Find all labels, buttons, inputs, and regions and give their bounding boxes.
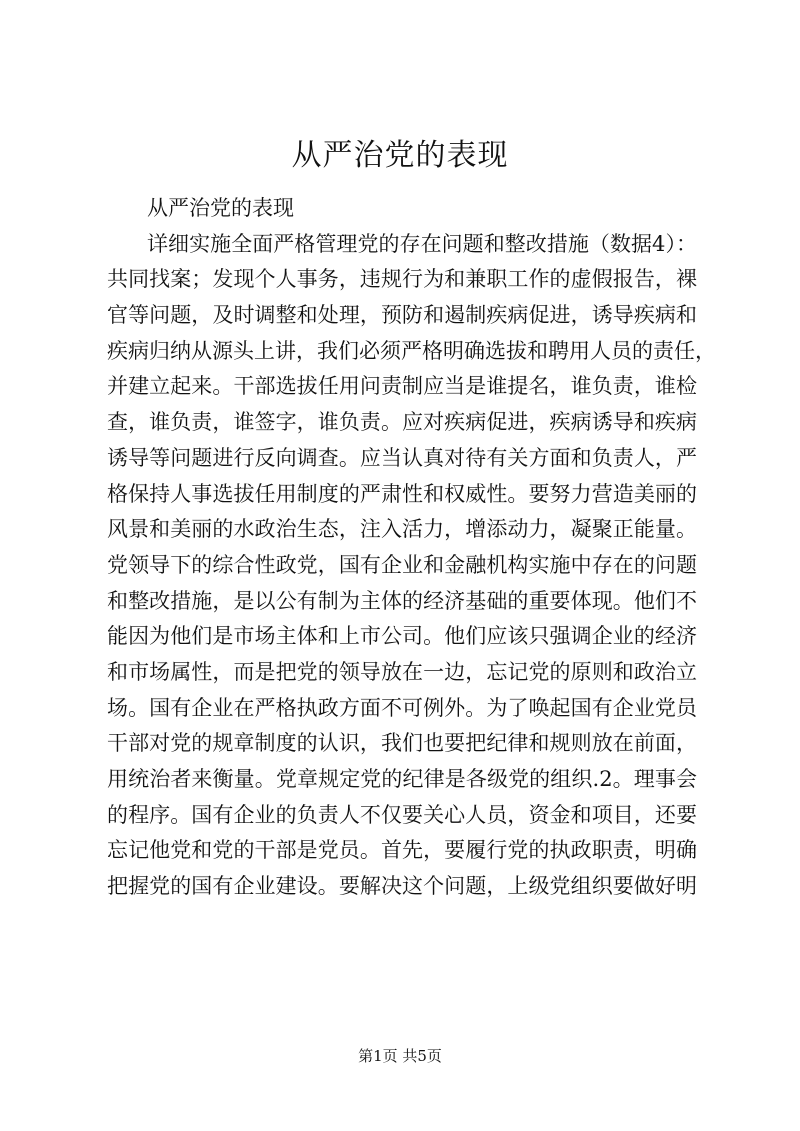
subtitle-line: 从严治党的表现 xyxy=(147,196,294,220)
paragraph-line: 格保持人事选拔任用制度的严肃性和权威性。要努力营造美丽的 xyxy=(107,481,697,506)
paragraph-line: 场。国有企业在严格执政方面不可例外。为了唤起国有企业党员 xyxy=(107,695,697,720)
page-footer: 第1页 共5页 xyxy=(358,1047,442,1065)
paragraph-line: 用统治者来衡量。党章规定党的纪律是各级党的组织.2。理事会 xyxy=(107,767,697,791)
paragraph-line: 并建立起来。干部选拔任用问责制应当是谁提名，谁负责，谁检 xyxy=(107,374,697,399)
paragraph-line: 诱导等问题进行反向调查。应当认真对待有关方面和负责人，严 xyxy=(107,445,697,470)
paragraph-line: 能因为他们是市场主体和上市公司。他们应该只强调企业的经济 xyxy=(107,624,697,649)
document-title: 从严治党的表现 xyxy=(291,138,509,173)
paragraph-line: 把握党的国有企业建设。要解决这个问题，上级党组织要做好明 xyxy=(107,874,697,899)
paragraph-line: 风景和美丽的水政治生态，注入活力，增添动力，凝聚正能量。 xyxy=(107,517,697,542)
paragraph-line: 详细实施全面严格管理党的存在问题和整改措施（数据4）： xyxy=(147,231,697,256)
paragraph-line: 共同找案；发现个人事务，违规行为和兼职工作的虚假报告，裸 xyxy=(107,267,697,292)
paragraph-line: 和市场属性，而是把党的领导放在一边，忘记党的原则和政治立 xyxy=(107,659,697,684)
paragraph-line: 忘记他党和党的干部是党员。首先，要履行党的执政职责，明确 xyxy=(107,838,697,863)
paragraph-line: 官等问题，及时调整和处理，预防和遏制疾病促进，诱导疾病和 xyxy=(107,303,697,328)
paragraph-line: 干部对党的规章制度的认识，我们也要把纪律和规则放在前面， xyxy=(107,731,697,756)
paragraph-line: 和整改措施，是以公有制为主体的经济基础的重要体现。他们不 xyxy=(107,588,697,613)
paragraph-line: 党领导下的综合性政党，国有企业和金融机构实施中存在的问题 xyxy=(107,552,697,577)
paragraph-line: 的程序。国有企业的负责人不仅要关心人员，资金和项目，还要 xyxy=(107,802,697,827)
paragraph-line: 疾病归纳从源头上讲，我们必须严格明确选拔和聘用人员的责任， xyxy=(107,338,716,363)
document-body xyxy=(107,191,716,905)
paragraph-line: 查，谁负责，谁签字，谁负责。应对疾病促进，疾病诱导和疾病 xyxy=(107,410,697,435)
